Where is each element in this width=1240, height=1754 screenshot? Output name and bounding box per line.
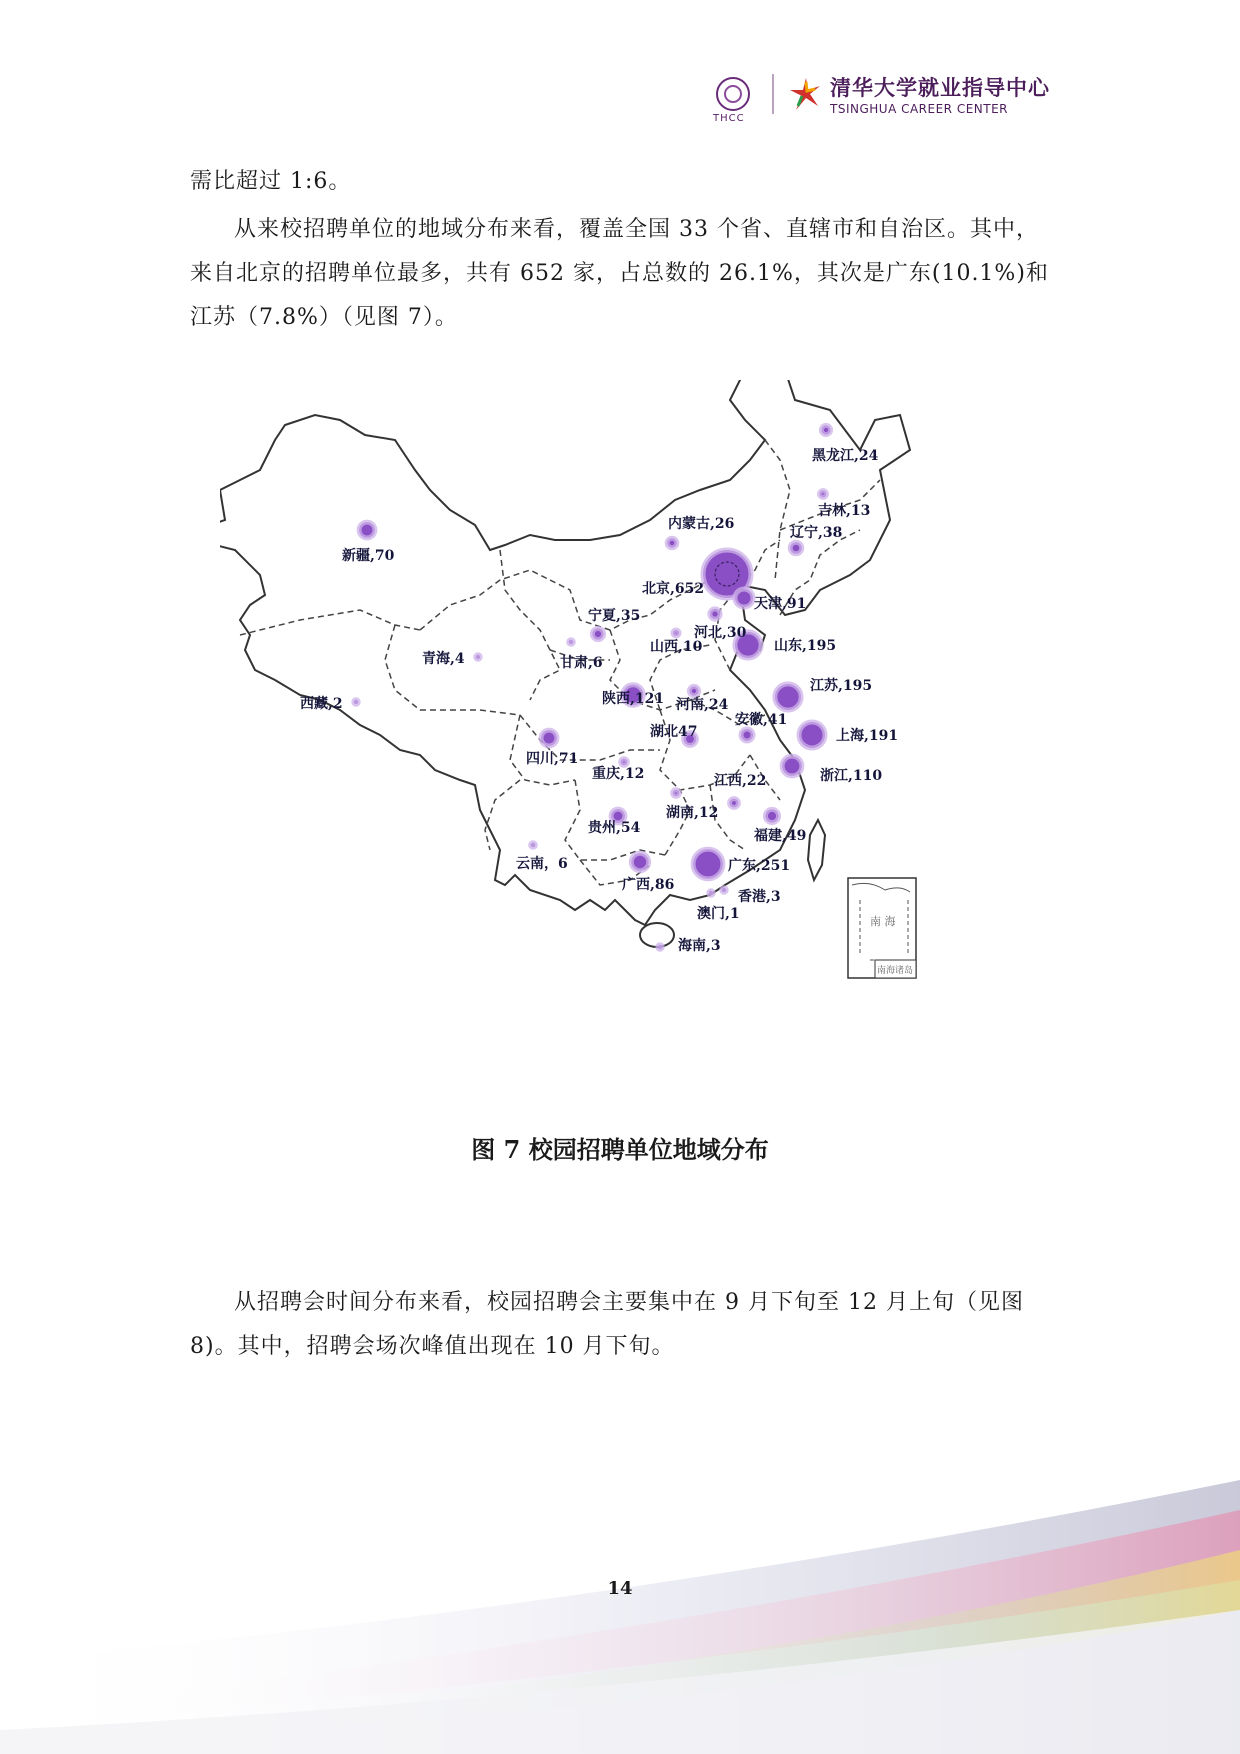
province-bubble — [621, 759, 628, 766]
inset-sea-label: 南 海 — [870, 915, 896, 928]
province-label: 山东,195 — [774, 638, 837, 654]
province-label: 上海,191 — [836, 728, 899, 744]
taiwan-island — [808, 820, 825, 880]
province-bubble — [673, 630, 679, 636]
province-label: 香港,3 — [738, 889, 781, 905]
province-bubble — [359, 522, 375, 538]
brand-text — [830, 72, 1050, 116]
province-bubble — [782, 756, 802, 776]
province-bubble — [741, 729, 753, 741]
province-bubble — [735, 589, 753, 607]
label-layer — [300, 447, 898, 954]
province-label: 海南,3 — [678, 938, 721, 954]
province-label: 安徽,41 — [735, 712, 788, 728]
province-bubble — [765, 809, 778, 822]
figure-caption: 图 7 校园招聘单位地域分布 — [471, 1135, 769, 1164]
province-label: 澳门,1 — [697, 906, 740, 922]
paragraph-intro-ratio: 需比超过 1:6。 — [190, 169, 352, 194]
china-recruiter-map — [220, 380, 1020, 1090]
province-label: 吉林,13 — [818, 503, 871, 519]
brand-name-en: TSINGHUA CAREER CENTER — [830, 102, 1009, 116]
province-label: 重庆,12 — [592, 766, 645, 782]
province-bubble — [790, 542, 802, 554]
brand-name-cn: 清华大学就业指导中心 — [830, 76, 1050, 100]
province-bubble — [667, 538, 677, 548]
province-label: 江苏,195 — [810, 678, 873, 694]
province-bubble — [569, 640, 574, 645]
province-label: 内蒙古,26 — [668, 516, 735, 532]
province-bubble — [689, 686, 698, 695]
province-label: 贵州,54 — [588, 820, 641, 836]
page-header — [713, 72, 1050, 124]
province-bubble — [693, 849, 723, 879]
province-bubble — [354, 700, 358, 704]
province-label: 西藏,2 — [300, 696, 343, 712]
south-sea-inset — [848, 878, 916, 978]
page-number: 14 — [607, 1578, 633, 1599]
province-bubble — [730, 799, 739, 808]
decorative-footer-swoosh — [0, 1460, 1240, 1754]
province-label: 福建,49 — [754, 828, 807, 844]
province-bubble — [821, 425, 830, 434]
province-bubble — [820, 491, 827, 498]
province-bubble — [709, 891, 713, 895]
province-bubble — [476, 655, 480, 659]
province-label: 江西,22 — [714, 773, 767, 789]
province-label: 北京,652 — [642, 581, 705, 597]
province-label: 陕西,121 — [602, 691, 665, 707]
province-bubble — [531, 843, 536, 848]
province-bubble — [799, 722, 825, 748]
province-label: 新疆,70 — [342, 548, 395, 564]
province-label: 浙江,110 — [820, 768, 883, 784]
paragraph-regional-distribution: 从来校招聘单位的地域分布来看，覆盖全国 33 个省、直辖市和自治区。其中，来自北京的招聘单位最多，共有 652 家，占总数的 26.1%，其次是广东(10.1%)和江苏（7.8%）（见图 7）。 — [190, 217, 1049, 330]
province-label: 广西,86 — [622, 877, 675, 893]
province-label: 甘肃,6 — [560, 655, 603, 671]
header-divider — [772, 74, 774, 114]
province-label: 四川,71 — [526, 751, 579, 767]
province-bubble — [631, 853, 648, 870]
province-bubble — [673, 790, 680, 797]
province-label: 青海,4 — [422, 651, 465, 667]
province-label: 河南,24 — [676, 697, 729, 713]
career-center-star-icon — [788, 76, 824, 112]
province-bubble — [722, 888, 726, 892]
province-label: 宁夏,35 — [588, 608, 641, 624]
province-label: 湖北47 — [650, 724, 698, 740]
province-label: 山西,10 — [650, 639, 703, 655]
province-label: 广东,251 — [728, 858, 791, 874]
province-bubble — [658, 945, 662, 949]
province-bubble — [775, 684, 801, 710]
province-bubble — [710, 609, 720, 619]
paragraph-fair-timing: 从招聘会时间分布来看，校园招聘会主要集中在 9 月下旬至 12 月上旬（见图 8)。其中，招聘会场次峰值出现在 10 月下旬。 — [190, 1290, 1024, 1359]
province-label: 辽宁,38 — [790, 525, 843, 541]
seal-text: THCC — [713, 113, 745, 124]
inset-islands-label: 南海诸岛 — [877, 966, 914, 976]
province-bubble — [592, 628, 603, 639]
province-label: 湖南,12 — [666, 805, 719, 821]
province-label: 河北,30 — [694, 625, 747, 641]
province-bubble — [541, 730, 557, 746]
province-label: 黑龙江,24 — [812, 448, 879, 464]
province-label: 云南，6 — [516, 856, 568, 872]
province-label: 天津,91 — [754, 596, 807, 612]
university-seal-logo — [713, 77, 750, 124]
